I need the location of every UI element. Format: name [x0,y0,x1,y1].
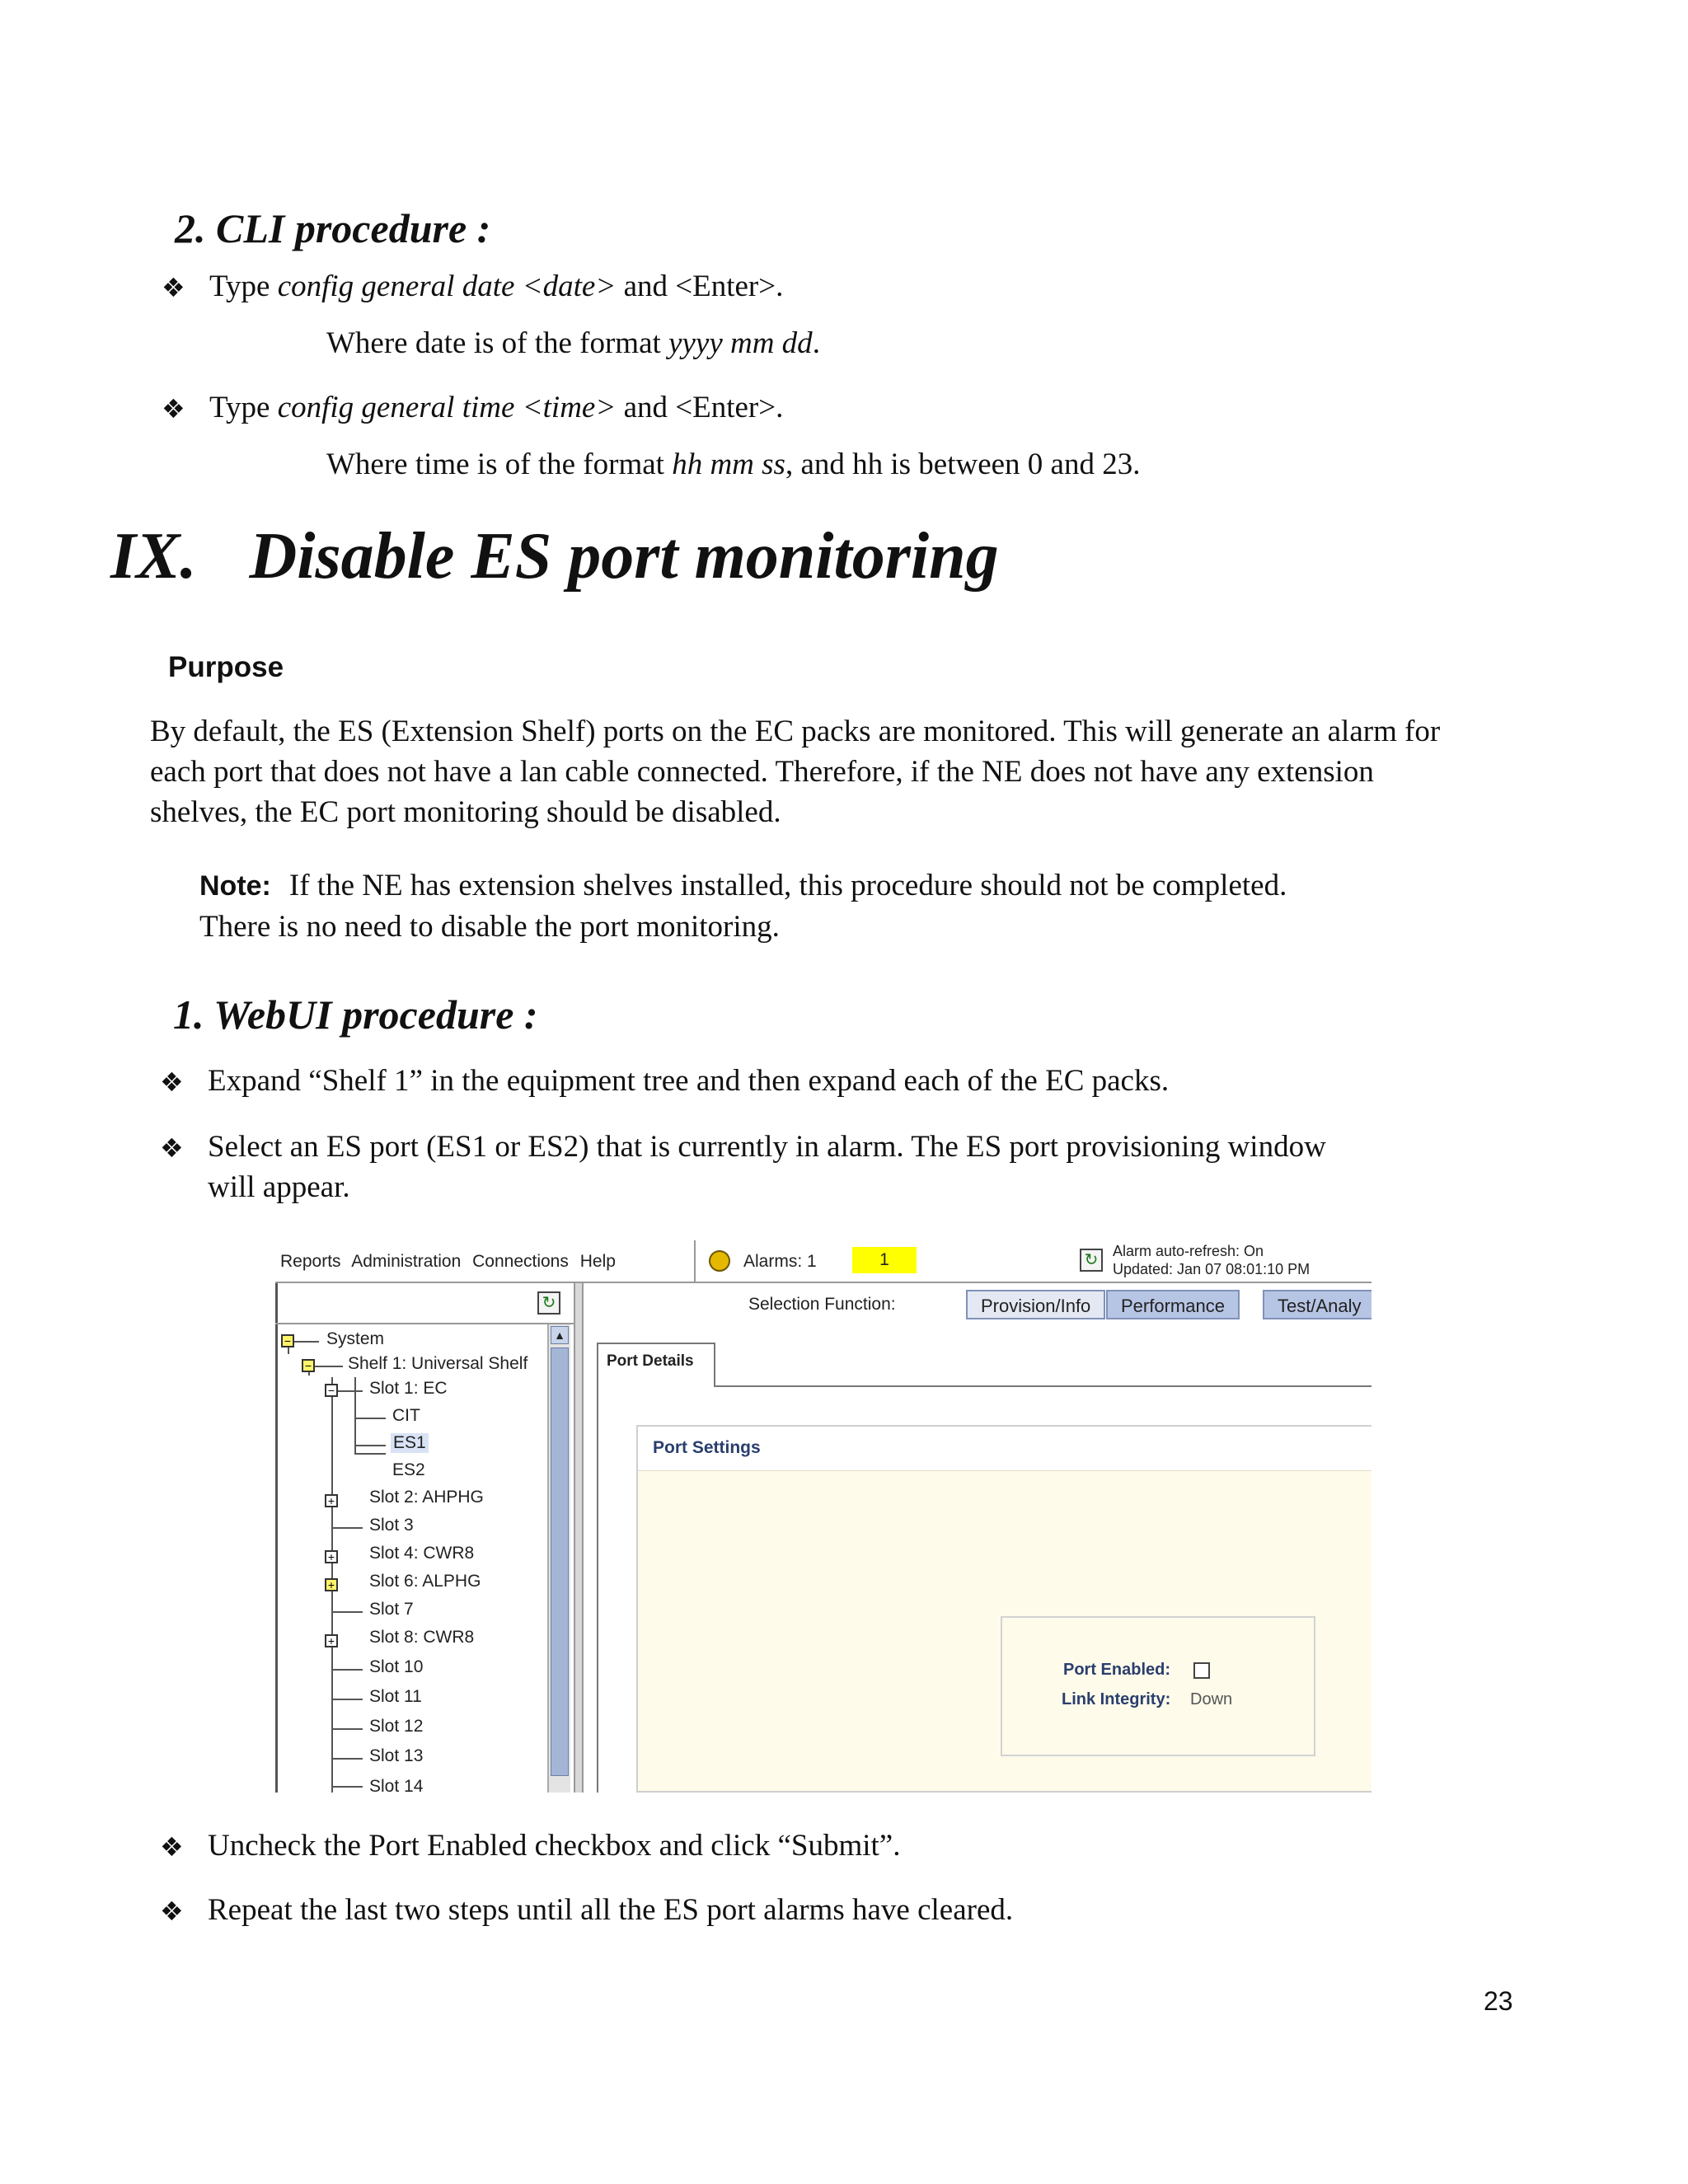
tree-line [331,1611,363,1613]
expand-icon[interactable]: + [325,1634,338,1647]
webui-step-4: Repeat the last two steps until all the ES port alarms have cleared. [208,1893,1014,1927]
tree-node-slot-14[interactable]: Slot 14 [369,1777,424,1793]
expand-icon[interactable]: + [325,1494,338,1507]
tree-node-slot-6[interactable]: Slot 6: ALPHG [369,1572,481,1591]
scroll-up-icon[interactable]: ▲ [551,1326,569,1344]
port-settings-title: Port Settings [653,1438,761,1457]
tab-port-details[interactable]: Port Details [597,1343,715,1387]
tree-node-cit[interactable]: CIT [392,1406,420,1425]
menu-item-help[interactable]: Help [579,1252,616,1271]
tree-node-slot-12[interactable]: Slot 12 [369,1717,424,1736]
tree-line [331,1527,363,1529]
tab-border [597,1387,598,1793]
tree-node-es1[interactable]: ES1 [391,1433,429,1453]
tree-node-slot-8[interactable]: Slot 8: CWR8 [369,1628,475,1647]
bullet-icon: ❖ [160,1831,184,1863]
tree-node-shelf-1[interactable]: Shelf 1: Universal Shelf [348,1354,528,1373]
tree-node-slot-1[interactable]: Slot 1: EC [369,1379,448,1398]
note-line-1: If the NE has extension shelves installed, this procedure should not be completed. [288,869,1287,902]
tree-node-system[interactable]: System [326,1329,385,1348]
collapse-icon[interactable]: − [281,1334,294,1347]
refresh-icon[interactable]: ↻ [1080,1249,1103,1272]
tree-line [331,1728,363,1730]
tree-line [331,1758,363,1760]
bullet-icon: ❖ [160,1132,184,1164]
port-enabled-label: Port Enabled: [1063,1661,1171,1679]
purpose-label: Purpose [168,651,284,683]
tree-line [315,1366,343,1367]
webui-step-3: Uncheck the Port Enabled checkbox and click “Submit”. [208,1829,901,1863]
tree-node-slot-11[interactable]: Slot 11 [369,1687,422,1706]
bullet-icon: ❖ [160,1066,184,1098]
cli-step-2: Type config general time <time> and <Enter>. [209,391,784,424]
webui-heading: 1. WebUI procedure : [173,991,538,1038]
selection-function-label: Selection Function: [748,1295,896,1314]
menu-item-connections[interactable]: Connections [472,1252,569,1271]
webui-step-1: Expand “Shelf 1” in the equipment tree and then expand each of the EC packs. [208,1064,1170,1098]
tree-node-slot-7[interactable]: Slot 7 [369,1600,414,1619]
cli-step-1-note: Where date is of the format yyyy mm dd. [326,326,820,360]
collapse-icon[interactable]: − [302,1359,315,1372]
alarm-count-badge[interactable]: 1 [852,1247,917,1273]
tab-test-analysis[interactable]: Test/Analy [1263,1290,1372,1319]
webui-step-2-line-2: will appear. [208,1170,350,1204]
link-integrity-label: Link Integrity: [1062,1690,1171,1708]
tree-line [354,1377,356,1454]
bullet-icon: ❖ [160,1896,184,1927]
expand-icon[interactable]: + [325,1578,338,1591]
tab-performance[interactable]: Performance [1106,1290,1240,1319]
section-title: Disable ES port monitoring [249,520,999,593]
tab-underline [715,1385,1372,1387]
alarm-bell-icon[interactable] [709,1250,730,1272]
collapse-icon[interactable]: − [325,1384,338,1397]
equipment-tree [275,1324,547,1793]
port-settings-header [638,1427,1372,1471]
cli-heading: 2. CLI procedure : [175,205,491,251]
updated-label: Updated: Jan 07 08:01:10 PM [1113,1261,1311,1277]
tree-line [354,1453,386,1455]
menu-item-reports[interactable]: Reports [280,1252,341,1271]
bullet-icon: ❖ [162,272,185,303]
tree-line [354,1445,386,1446]
tree-line [331,1699,363,1700]
tree-refresh-icon[interactable]: ↻ [537,1291,560,1315]
tree-node-slot-3[interactable]: Slot 3 [369,1516,414,1535]
tree-node-slot-2[interactable]: Slot 2: AHPHG [369,1488,484,1507]
menu-bar [275,1240,1372,1283]
menu-divider [694,1240,696,1282]
menu [280,1252,622,1272]
webui-screenshot [275,1240,1372,1793]
tree-line [331,1786,363,1788]
tree-node-slot-13[interactable]: Slot 13 [369,1746,424,1765]
link-integrity-value: Down [1190,1690,1233,1708]
port-settings-panel [636,1425,1372,1793]
bullet-icon: ❖ [162,393,185,424]
purpose-line-3: shelves, the EC port monitoring should be disabled. [150,795,781,829]
note-block [199,865,1287,907]
note-label: Note: [199,870,271,902]
tree-line [331,1669,363,1671]
pane-splitter[interactable] [574,1283,584,1793]
note-line-2: There is no need to disable the port monitoring. [199,910,780,944]
auto-refresh-label: Alarm auto-refresh: On [1113,1243,1264,1259]
tree-line [338,1390,363,1392]
tree-line [294,1341,319,1343]
tree-line [354,1418,386,1419]
page-number: 23 [1484,1986,1513,2016]
alarms-label[interactable]: Alarms: 1 [743,1252,817,1271]
purpose-line-2: each port that does not have a lan cable connected. Therefore, if the NE does not have any extension [150,755,1374,789]
expand-icon[interactable]: + [325,1550,338,1563]
tab-provision-info[interactable]: Provision/Info [966,1290,1105,1319]
details-pane [584,1283,1372,1793]
section-number: IX. [110,520,197,593]
menu-item-administration[interactable]: Administration [351,1252,462,1271]
tree-toolbar [275,1283,574,1324]
tree-node-slot-10[interactable]: Slot 10 [369,1657,424,1676]
cli-step-1: Type config general date <date> and <Enter>. [209,269,784,303]
purpose-line-1: By default, the ES (Extension Shelf) ports on the EC packs are monitored. This will generate an alarm for [150,715,1441,748]
scrollbar-thumb[interactable] [551,1347,569,1776]
alarm-refresh-status [1113,1242,1310,1278]
section-heading [110,519,999,594]
cli-step-2-note: Where time is of the format hh mm ss, and hh is between 0 and 23. [326,448,1141,481]
port-fields-box [1001,1616,1315,1756]
webui-step-2-line-1: Select an ES port (ES1 or ES2) that is currently in alarm. The ES port provisioning window [208,1130,1326,1164]
tree-scrollbar[interactable] [547,1324,570,1793]
tree-node-es2[interactable]: ES2 [392,1460,425,1479]
tree-node-slot-4[interactable]: Slot 4: CWR8 [369,1544,475,1563]
port-enabled-checkbox[interactable] [1193,1662,1210,1679]
